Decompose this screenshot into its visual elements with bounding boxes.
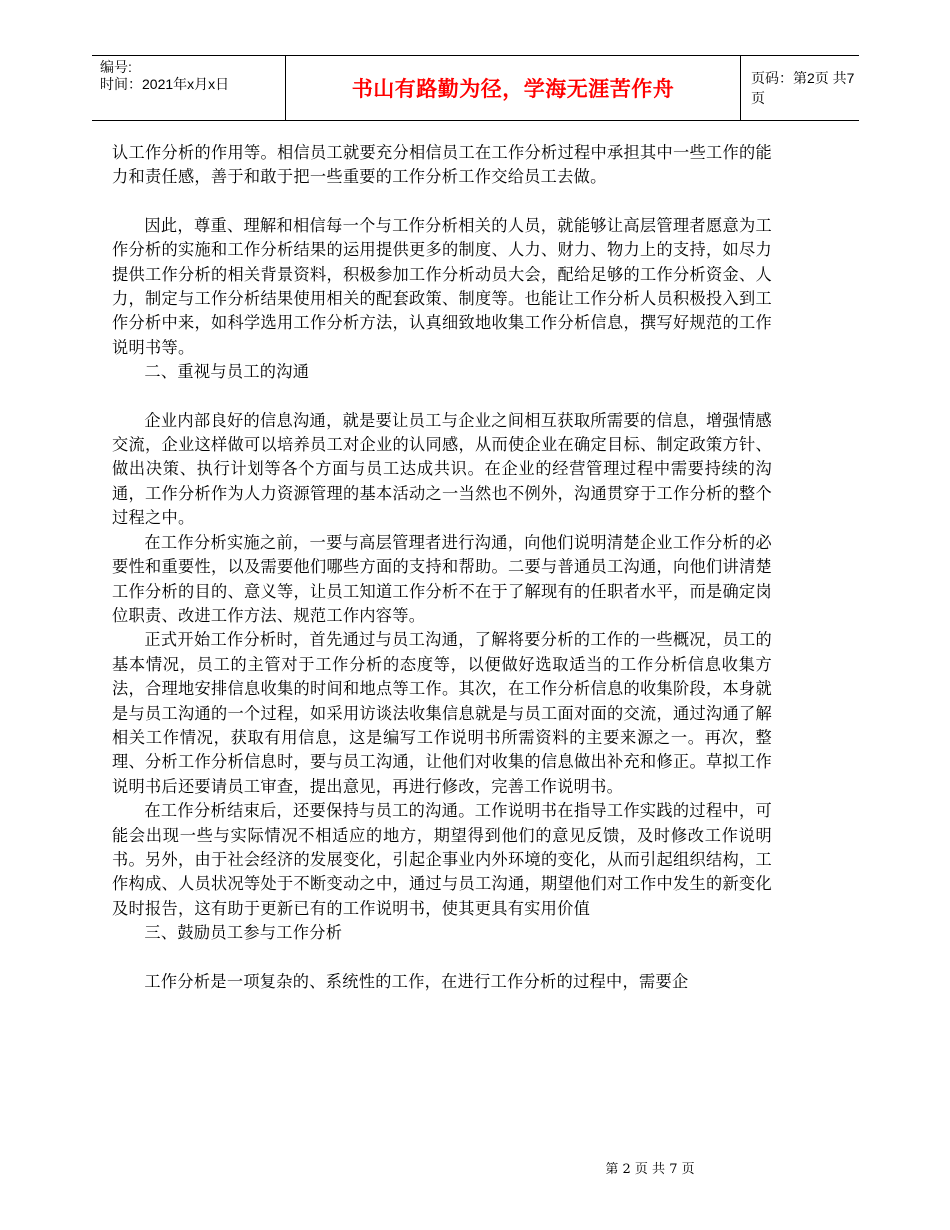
document-number-label: 编号: bbox=[100, 59, 132, 75]
section-heading: 三、鼓励员工参与工作分析 bbox=[144, 923, 343, 943]
header-page-number: 页码：第2页 共7页 bbox=[751, 70, 855, 106]
page-header bbox=[92, 55, 859, 121]
header-motto-cell bbox=[286, 56, 741, 120]
header-motto: 书山有路勤为径，学海无涯苦作舟 bbox=[351, 77, 675, 101]
header-page-cell bbox=[741, 56, 859, 120]
paragraph: 正式开始工作分析时，首先通过与员工沟通，了解将要分析的工作的一些概况，员工的基本情况，员工的主管对于工作分析的态度等，以便做好选取适当的工作分析信息收集方法，合理地安排信息收集的时间和地点等工作。其次，在工作分析信息的收集阶段，本身就是与员工沟通的一个过程，如采用访谈法收集信息就是与员工面对面的交流，通过沟通了解相关工作情况，获取有用信息，这是编写工作说明书所需资料的主要来源之一。再次，整理、分析工作分析信息时，要与员工沟通，让他们对收集的信息做出补充和修正。草拟工作说明书后还要请员工审查，提出意见，再进行修改，完善工作说明书。 bbox=[112, 630, 772, 796]
paragraph: 在工作分析结束后，还要保持与员工的沟通。工作说明书在指导工作实践的过程中，可能会出现一些与实际情况不相适应的地方，期望得到他们的意见反馈，及时修改工作说明书。另外，由于社会经济的发展变化，引起企事业内外环境的变化，从而引起组织结构，工作构成、人员状况等处于不断变动之中，通过与员工沟通，期望他们对工作中发生的新变化及时报告，这有助于更新已有的工作说明书，使其更具有实用价值 bbox=[112, 801, 772, 918]
header-meta bbox=[92, 56, 286, 120]
page-footer: 第 2 页 共 7 页 bbox=[605, 1162, 695, 1177]
paragraph: 认工作分析的作用等。相信员工就要充分相信员工在工作分析过程中承担其中一些工作的能力和责任感，善于和敢于把一些重要的工作分析工作交给员工去做。 bbox=[112, 143, 772, 187]
document-time-label: 时间：2021年x月x日 bbox=[100, 76, 230, 92]
paragraph: 企业内部良好的信息沟通，就是要让员工与企业之间相互获取所需要的信息，增强情感交流，企业这样做可以培养员工对企业的认同感，从而使企业在确定目标、制定政策方针、做出决策、执行计划等各个方面与员工达成共识。在企业的经营管理过程中需要持续的沟通，工作分析作为人力资源管理的基本活动之一当然也不例外，沟通贯穿于工作分析的整个过程之中。 bbox=[112, 410, 772, 528]
paragraph: 工作分析是一项复杂的、系统性的工作，在进行工作分析的过程中，需要企 bbox=[144, 971, 689, 991]
paragraph: 因此，尊重、理解和相信每一个与工作分析相关的人员，就能够让高层管理者愿意为工作分析的实施和工作分析结果的运用提供更多的制度、人力、财力、物力上的支持，如尽力提供工作分析的相关背景资料，积极参加工作分析动员大会，配给足够的工作分析资金、人力，制定与工作分析结果使用相关的配套政策、制度等。也能让工作分析人员积极投入到工作分析中来，如科学选用工作分析方法，认真细致地收集工作分析信息，撰写好规范的工作说明书等。 bbox=[112, 215, 772, 357]
document-body bbox=[112, 141, 772, 994]
paragraph: 在工作分析实施之前，一要与高层管理者进行沟通，向他们说明清楚企业工作分析的必要性和重要性，以及需要他们哪些方面的支持和帮助。二要与普通员工沟通，向他们讲清楚工作分析的目的、意义等，让员工知道工作分析不在于了解现有的任职者水平，而是确定岗位职责、改进工作方法、规范工作内容等。 bbox=[112, 532, 772, 625]
section-heading: 二、重视与员工的沟通 bbox=[144, 362, 310, 382]
